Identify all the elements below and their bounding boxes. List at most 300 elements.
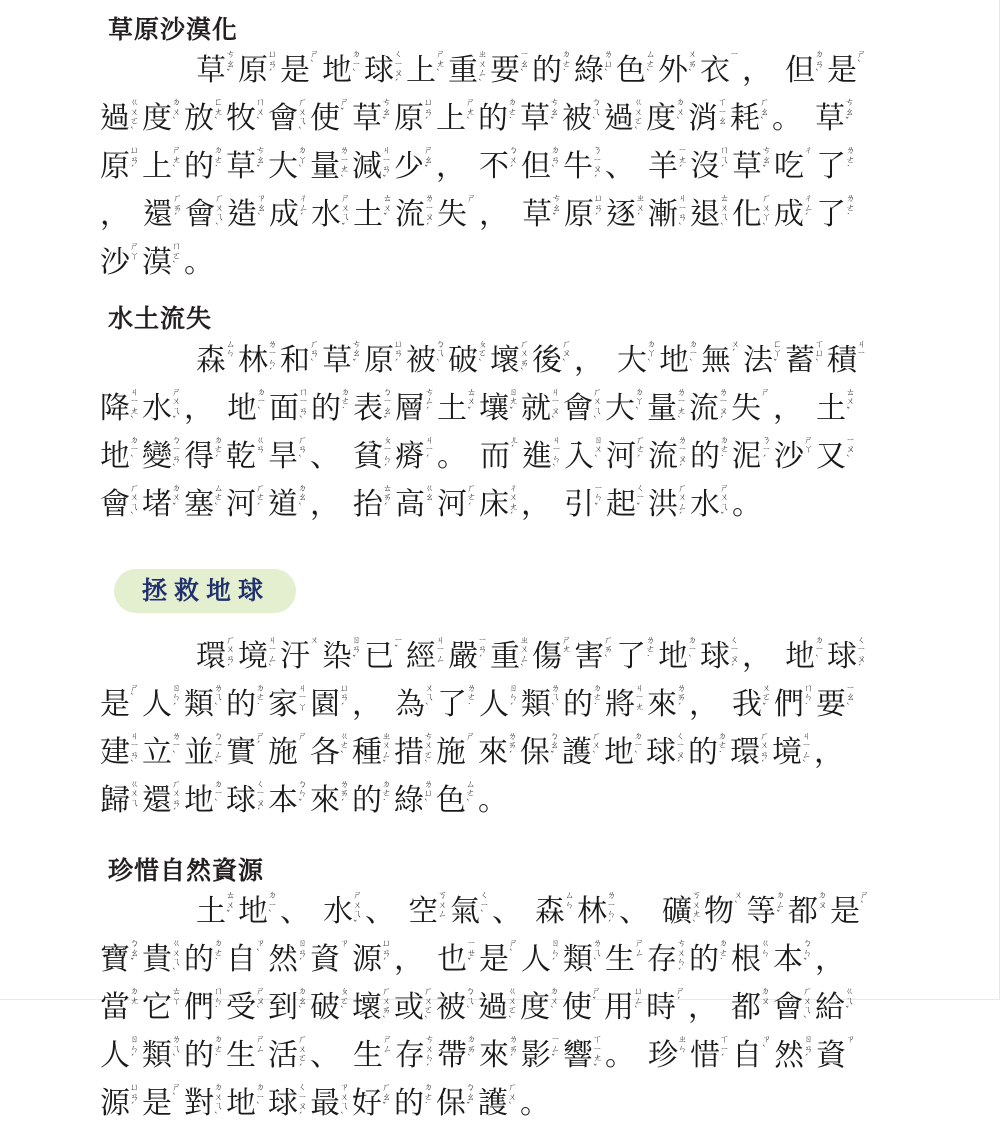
han-character: 到 — [268, 990, 298, 1025]
zhuyin-annotation: ㄙㄜˋ — [466, 779, 476, 809]
han-character: 衣 — [700, 53, 730, 89]
zhuyin-annotation: ㄨㄛˇ — [762, 683, 772, 713]
zhuyin-annotation: ㄌㄜ˙ — [646, 635, 656, 665]
ruby-character — [563, 1032, 603, 1080]
zhuyin-annotation: ㄙㄣ — [226, 339, 236, 359]
han-character: 生 — [226, 1038, 256, 1073]
ruby-character — [743, 337, 783, 385]
ruby-character — [310, 729, 350, 777]
ruby-character — [238, 888, 278, 936]
zhuyin-annotation: ㄑㄧㄡˊ — [857, 635, 867, 675]
han-character: 施 — [268, 734, 298, 770]
ruby-character — [406, 337, 446, 385]
han-character: 都 — [788, 894, 818, 929]
ruby-character — [563, 143, 603, 191]
zhuyin-annotation: ㄍㄨㄟˋ — [172, 939, 182, 978]
han-character: 資 — [310, 942, 340, 977]
ruby-character — [364, 47, 404, 95]
zhuyin-annotation: ㄕ — [298, 731, 308, 742]
zhuyin-annotation: ㄉㄠˋ — [298, 483, 308, 513]
han-character: 變 — [142, 438, 172, 474]
ruby-character — [690, 1032, 730, 1080]
punctuation: 。 — [478, 782, 508, 818]
han-character: 又 — [816, 438, 846, 474]
ruby-character — [732, 1032, 772, 1080]
zhuyin-annotation: ㄔㄥˊ — [299, 194, 309, 224]
han-character: 上 — [142, 149, 172, 185]
ruby-character — [352, 984, 392, 1032]
zhuyin-annotation: ㄉㄡ — [761, 987, 771, 1007]
ruby-character — [100, 729, 140, 777]
ruby-character — [394, 984, 434, 1032]
han-character: 高 — [395, 486, 425, 522]
han-character: 地 — [100, 438, 130, 474]
zhuyin-annotation: ㄕˇ — [340, 98, 350, 118]
zhuyin-annotation: ㄊㄞˊ — [383, 483, 393, 513]
han-character: 將 — [605, 686, 635, 722]
ruby-character — [226, 984, 266, 1032]
ruby-character — [479, 1032, 519, 1080]
han-character: 害 — [574, 638, 604, 674]
section-body — [100, 337, 908, 529]
ruby-character — [352, 95, 392, 143]
punctuation: 。 — [732, 486, 762, 522]
han-character: 還 — [142, 782, 172, 818]
han-character: 會 — [100, 486, 130, 522]
zhuyin-annotation: ㄧㄠˋ — [520, 50, 530, 80]
zhuyin-annotation: ㄏㄨㄥˊ — [678, 483, 688, 522]
zhuyin-annotation: ㄑㄧㄡˊ — [298, 1083, 308, 1122]
zhuyin-annotation: ㄌㄜ˙ — [846, 146, 856, 176]
ruby-character — [577, 888, 617, 936]
han-character: 建 — [100, 734, 130, 770]
ruby-character — [746, 888, 786, 936]
ruby-character — [142, 95, 182, 143]
han-character: 了 — [816, 197, 846, 233]
zhuyin-annotation: ㄅㄧㄥˋ — [214, 731, 224, 771]
zhuyin-annotation: ㄨ — [310, 635, 320, 646]
ruby-character — [479, 385, 519, 433]
zhuyin-annotation: ㄕㄤˋ — [436, 50, 446, 80]
han-character: 草 — [522, 197, 552, 233]
zhuyin-annotation: ㄔ — [804, 146, 814, 157]
zhuyin-annotation: ㄇㄛˋ — [172, 242, 182, 272]
ruby-character — [606, 433, 646, 481]
zhuyin-annotation: ㄊㄚ — [172, 987, 182, 1007]
punctuation: ， — [352, 686, 382, 722]
ruby-character — [184, 681, 224, 729]
han-character: 流 — [648, 438, 678, 474]
ruby-character — [394, 777, 434, 825]
text-line — [100, 385, 908, 433]
han-character: 起 — [606, 486, 636, 522]
section-heading: 珍惜自然資源 — [108, 855, 265, 885]
ruby-character — [436, 984, 476, 1032]
punctuation: ， — [521, 486, 551, 522]
ruby-character — [478, 984, 518, 1032]
text-line — [100, 95, 908, 143]
zhuyin-annotation: ㄍㄟˇ — [845, 987, 855, 1016]
ruby-character — [563, 681, 603, 729]
han-character: 當 — [100, 990, 130, 1025]
ruby-character — [688, 729, 728, 777]
ruby-character — [562, 729, 602, 777]
ruby-character — [436, 95, 476, 143]
han-character: 原 — [394, 101, 424, 137]
han-character: 自 — [226, 942, 256, 977]
ruby-character — [490, 337, 530, 385]
punctuation: 、 — [619, 894, 649, 929]
han-character: 並 — [184, 734, 214, 770]
zhuyin-annotation: ㄕㄥ — [635, 939, 645, 959]
ruby-character — [564, 191, 604, 239]
han-character: 地 — [184, 782, 214, 818]
ruby-character — [352, 1080, 392, 1128]
han-character: 是 — [142, 1086, 172, 1121]
han-character: 球 — [268, 1086, 298, 1121]
ruby-character — [785, 337, 825, 385]
zhuyin-annotation: ㄕㄥ — [383, 1035, 393, 1055]
zhuyin-annotation: ㄕㄤˋ — [172, 146, 182, 176]
han-character: 大 — [605, 390, 635, 426]
ruby-character — [436, 777, 476, 825]
han-character: 球 — [827, 638, 857, 674]
ruby-character — [690, 433, 730, 481]
zhuyin-annotation: ㄏㄢˋ — [310, 339, 320, 369]
punctuation: ， — [184, 390, 214, 426]
han-character: 道 — [268, 486, 298, 522]
han-character: 洪 — [648, 486, 678, 522]
zhuyin-annotation: ㄩㄢˊ — [394, 339, 404, 369]
ruby-character — [662, 888, 702, 936]
han-character: 來 — [310, 782, 340, 818]
text-line — [100, 777, 908, 825]
text-line — [100, 729, 908, 777]
zhuyin-annotation: ㄉㄠˋ — [298, 987, 308, 1016]
han-character: 會 — [268, 101, 298, 137]
ruby-character — [774, 191, 814, 239]
han-character: 色 — [436, 782, 466, 818]
ruby-character — [478, 729, 518, 777]
han-character: 的 — [394, 1086, 424, 1121]
han-character: 活 — [268, 1038, 298, 1073]
ruby-character — [562, 95, 602, 143]
ruby-character — [238, 337, 278, 385]
ruby-character — [490, 633, 530, 681]
han-character: 存 — [647, 942, 677, 977]
zhuyin-annotation: ㄏㄨㄞˋ — [520, 339, 530, 378]
ruby-character — [364, 633, 404, 681]
ruby-character — [100, 936, 140, 984]
zhuyin-annotation: ㄉㄢˋ — [551, 146, 561, 176]
ruby-character — [448, 337, 488, 385]
han-character: 外 — [658, 53, 688, 89]
ruby-character — [394, 95, 434, 143]
han-character: 立 — [142, 734, 172, 770]
han-character: 原 — [100, 149, 130, 185]
zhuyin-annotation: ㄕㄨㄟˇ — [341, 194, 351, 233]
zhuyin-annotation: ㄌㄧㄡˊ — [425, 194, 435, 233]
ruby-character — [827, 47, 867, 95]
ruby-character — [480, 433, 520, 481]
ruby-character — [563, 936, 603, 984]
zhuyin-annotation: ㄩㄥˋ — [634, 987, 644, 1016]
han-character: 的 — [689, 942, 719, 977]
zhuyin-annotation: ㄏㄨㄟˋ — [298, 98, 308, 137]
ruby-character — [772, 729, 812, 777]
punctuation: 。 — [605, 1038, 635, 1073]
zhuyin-annotation: ㄏㄨㄚˋ — [762, 194, 772, 233]
zhuyin-annotation: ㄕˊ — [676, 987, 686, 1007]
text-line — [100, 191, 908, 239]
zhuyin-annotation: ㄘㄠˇ — [550, 98, 560, 128]
text-line — [100, 888, 908, 936]
zhuyin-annotation: ㄊㄨˇ — [383, 194, 393, 224]
han-character: 都 — [731, 990, 761, 1025]
ruby-character — [830, 888, 870, 936]
han-character: 資 — [816, 1038, 846, 1073]
ruby-character — [815, 95, 855, 143]
zhuyin-annotation: ㄖㄢˊ — [298, 939, 308, 968]
han-character: 但 — [521, 149, 551, 185]
ruby-character — [785, 47, 825, 95]
ruby-character — [353, 191, 393, 239]
ruby-character — [520, 729, 560, 777]
ruby-character — [100, 481, 140, 529]
ruby-character — [785, 633, 825, 681]
zhuyin-annotation: ㄉㄧˋ — [352, 50, 362, 80]
ruby-character — [353, 433, 393, 481]
ruby-character — [227, 385, 267, 433]
ruby-character — [816, 191, 856, 239]
ruby-character — [196, 633, 236, 681]
zhuyin-annotation: ㄦˊ — [510, 435, 520, 455]
zhuyin-annotation: ㄨㄟˋ — [425, 683, 435, 713]
han-character: 量 — [647, 390, 677, 426]
zhuyin-annotation: ㄨˊ — [731, 339, 741, 359]
han-character: 會 — [185, 197, 215, 233]
zhuyin-annotation: ㄌㄧㄡˊ — [678, 435, 688, 474]
han-character: 等 — [746, 894, 776, 929]
ruby-character — [701, 337, 741, 385]
ruby-character — [394, 1080, 434, 1128]
han-character: 破 — [448, 342, 478, 378]
ruby-character — [646, 95, 686, 143]
ruby-character — [142, 681, 182, 729]
zhuyin-annotation: ㄩㄢˊ — [594, 194, 604, 224]
ruby-character — [353, 481, 393, 529]
zhuyin-annotation: ㄕˊ — [256, 731, 266, 752]
zhuyin-annotation: ㄕˇ — [592, 987, 602, 1007]
ruby-character — [352, 729, 392, 777]
ruby-character — [352, 143, 392, 191]
punctuation: 、 — [492, 894, 522, 929]
ruby-character — [563, 385, 603, 433]
ruby-character — [353, 385, 393, 433]
zhuyin-annotation: ㄗㄨㄟˋ — [340, 1083, 350, 1122]
zhuyin-annotation: ㄗ — [340, 939, 350, 949]
zhuyin-annotation: ㄏㄞˊ — [173, 194, 183, 224]
ruby-character — [184, 433, 224, 481]
han-character: 蓄 — [785, 342, 815, 378]
text-line — [100, 1032, 908, 1080]
han-character: 經 — [406, 638, 436, 674]
han-character: 我 — [732, 686, 762, 722]
han-character: 林 — [577, 894, 607, 929]
han-character: 要 — [816, 686, 846, 722]
zhuyin-annotation: ㄐㄧㄢˇ — [382, 146, 392, 185]
han-character: 寶 — [100, 942, 130, 977]
ruby-character — [773, 936, 813, 984]
han-character: 給 — [815, 990, 845, 1025]
zhuyin-annotation: ㄉㄧˋ — [130, 435, 140, 465]
han-character: 存 — [395, 1038, 425, 1073]
zhuyin-annotation: ㄑㄧˋ — [480, 891, 490, 920]
zhuyin-annotation: ㄖㄣˊ — [130, 1035, 140, 1064]
han-character: 還 — [143, 197, 173, 233]
punctuation: ， — [742, 638, 772, 674]
zhuyin-annotation: ㄕㄥ — [256, 1035, 266, 1055]
ruby-character — [395, 1032, 435, 1080]
zhuyin-annotation: ㄉㄜˊ — [214, 435, 224, 465]
han-character: 和 — [280, 342, 310, 378]
han-character: 減 — [352, 149, 382, 185]
zhuyin-annotation: ㄉㄜ˙ — [508, 98, 518, 128]
ruby-character — [732, 681, 772, 729]
punctuation: 。 — [184, 245, 214, 281]
zhuyin-annotation: ㄕˋ — [310, 50, 320, 70]
ruby-character — [142, 1032, 182, 1080]
ruby-character — [574, 633, 614, 681]
han-character: 響 — [563, 1038, 593, 1073]
ruby-character — [226, 681, 266, 729]
zhuyin-annotation: ㄘㄥˊ — [425, 387, 435, 417]
ruby-character — [184, 777, 224, 825]
han-character: 就 — [521, 390, 551, 426]
zhuyin-annotation: ㄉㄜ˙ — [382, 779, 392, 809]
han-character: 的 — [352, 782, 382, 818]
zhuyin-annotation: ㄉㄥˇ — [776, 891, 786, 920]
han-character: 過 — [478, 990, 508, 1025]
han-character: 少 — [394, 149, 424, 185]
text-line — [100, 633, 908, 681]
ruby-character — [437, 481, 477, 529]
ruby-character — [184, 936, 224, 984]
ruby-character — [226, 729, 266, 777]
zhuyin-annotation: ㄈㄚˇ — [773, 339, 783, 369]
zhuyin-annotation: ㄏㄨㄢˊ — [226, 635, 236, 675]
section-body — [100, 633, 908, 825]
zhuyin-annotation: ㄉㄧˋ — [634, 731, 644, 761]
han-character: 乾 — [226, 438, 256, 474]
ruby-character — [648, 481, 688, 529]
zhuyin-annotation: ㄗˋ — [762, 1035, 772, 1055]
ruby-character — [269, 385, 309, 433]
zhuyin-annotation: ㄐㄧㄤ — [635, 683, 645, 713]
ruby-character — [521, 1032, 561, 1080]
han-character: 草 — [352, 101, 382, 137]
ruby-character — [268, 729, 308, 777]
ruby-character — [606, 481, 646, 529]
zhuyin-annotation: ㄉㄜ˙ — [256, 683, 266, 713]
zhuyin-annotation: ㄧˇ — [394, 635, 404, 656]
ruby-character — [659, 337, 699, 385]
zhuyin-annotation: ㄑㄧㄡˊ — [394, 50, 404, 89]
zhuyin-annotation: ㄌㄧㄡˊ — [719, 387, 729, 426]
zhuyin-annotation: ㄌㄟˋ — [551, 683, 561, 713]
punctuation: ， — [100, 197, 130, 233]
ruby-character — [564, 433, 604, 481]
ruby-character — [226, 936, 266, 984]
han-character: 染 — [322, 638, 352, 674]
han-character: 生 — [605, 942, 635, 977]
han-character: 原 — [238, 53, 268, 89]
punctuation: ， — [814, 734, 844, 770]
ruby-character — [605, 681, 645, 729]
han-character: 球 — [700, 638, 730, 674]
zhuyin-annotation: ㄈㄤˋ — [214, 98, 224, 128]
zhuyin-annotation: ㄊㄨˇ — [846, 387, 856, 417]
zhuyin-annotation: ㄘㄨㄛˋ — [424, 731, 434, 771]
han-character: 好 — [352, 1086, 382, 1121]
ruby-character — [310, 936, 350, 984]
zhuyin-annotation: ㄌㄧㄣˊ — [607, 891, 617, 930]
zhuyin-annotation: ㄉㄜ˙ — [424, 1083, 434, 1112]
han-character: 影 — [521, 1038, 551, 1073]
ruby-character — [268, 777, 308, 825]
ruby-character — [522, 191, 562, 239]
han-character: 也 — [437, 942, 467, 977]
ruby-character — [184, 481, 224, 529]
han-character: 歸 — [100, 782, 130, 818]
zhuyin-annotation: ㄙㄜˋ — [214, 483, 224, 513]
han-character: 被 — [406, 342, 436, 378]
ruby-character — [142, 481, 182, 529]
ruby-character — [437, 385, 477, 433]
zhuyin-annotation: ㄉㄨˇ — [172, 483, 182, 513]
han-character: 度 — [520, 990, 550, 1025]
zhuyin-annotation: ㄊㄨㄟˋ — [720, 194, 730, 233]
ruby-character — [479, 481, 519, 529]
punctuation: ， — [436, 149, 466, 185]
ruby-character — [522, 433, 562, 481]
han-character: 珍 — [648, 1038, 678, 1073]
zhuyin-annotation: ㄕㄨㄟˇ — [720, 483, 730, 522]
han-character: 地 — [227, 390, 257, 426]
han-character: 沒 — [690, 149, 720, 185]
section-cherish-natural-resources — [100, 855, 908, 1128]
zhuyin-annotation: ㄉㄜ˙ — [214, 939, 224, 968]
han-character: 土 — [437, 390, 467, 426]
han-character: 為 — [395, 686, 425, 722]
ruby-character — [142, 936, 182, 984]
ruby-character — [100, 681, 140, 729]
ruby-character — [647, 385, 687, 433]
ruby-character — [606, 191, 646, 239]
zhuyin-annotation: ㄏㄨㄛˊ — [298, 1035, 308, 1074]
zhuyin-annotation: ㄙㄣ — [565, 891, 575, 911]
ruby-character — [478, 95, 518, 143]
zhuyin-annotation: ㄨㄞˋ — [688, 50, 698, 80]
ruby-character — [827, 337, 867, 385]
section-spacer — [108, 825, 908, 855]
han-character: 大 — [617, 342, 647, 378]
han-character: 的 — [226, 686, 256, 722]
han-character: 了 — [816, 149, 846, 185]
han-character: 的 — [532, 53, 562, 89]
ruby-character — [690, 191, 730, 239]
ruby-character — [268, 936, 308, 984]
